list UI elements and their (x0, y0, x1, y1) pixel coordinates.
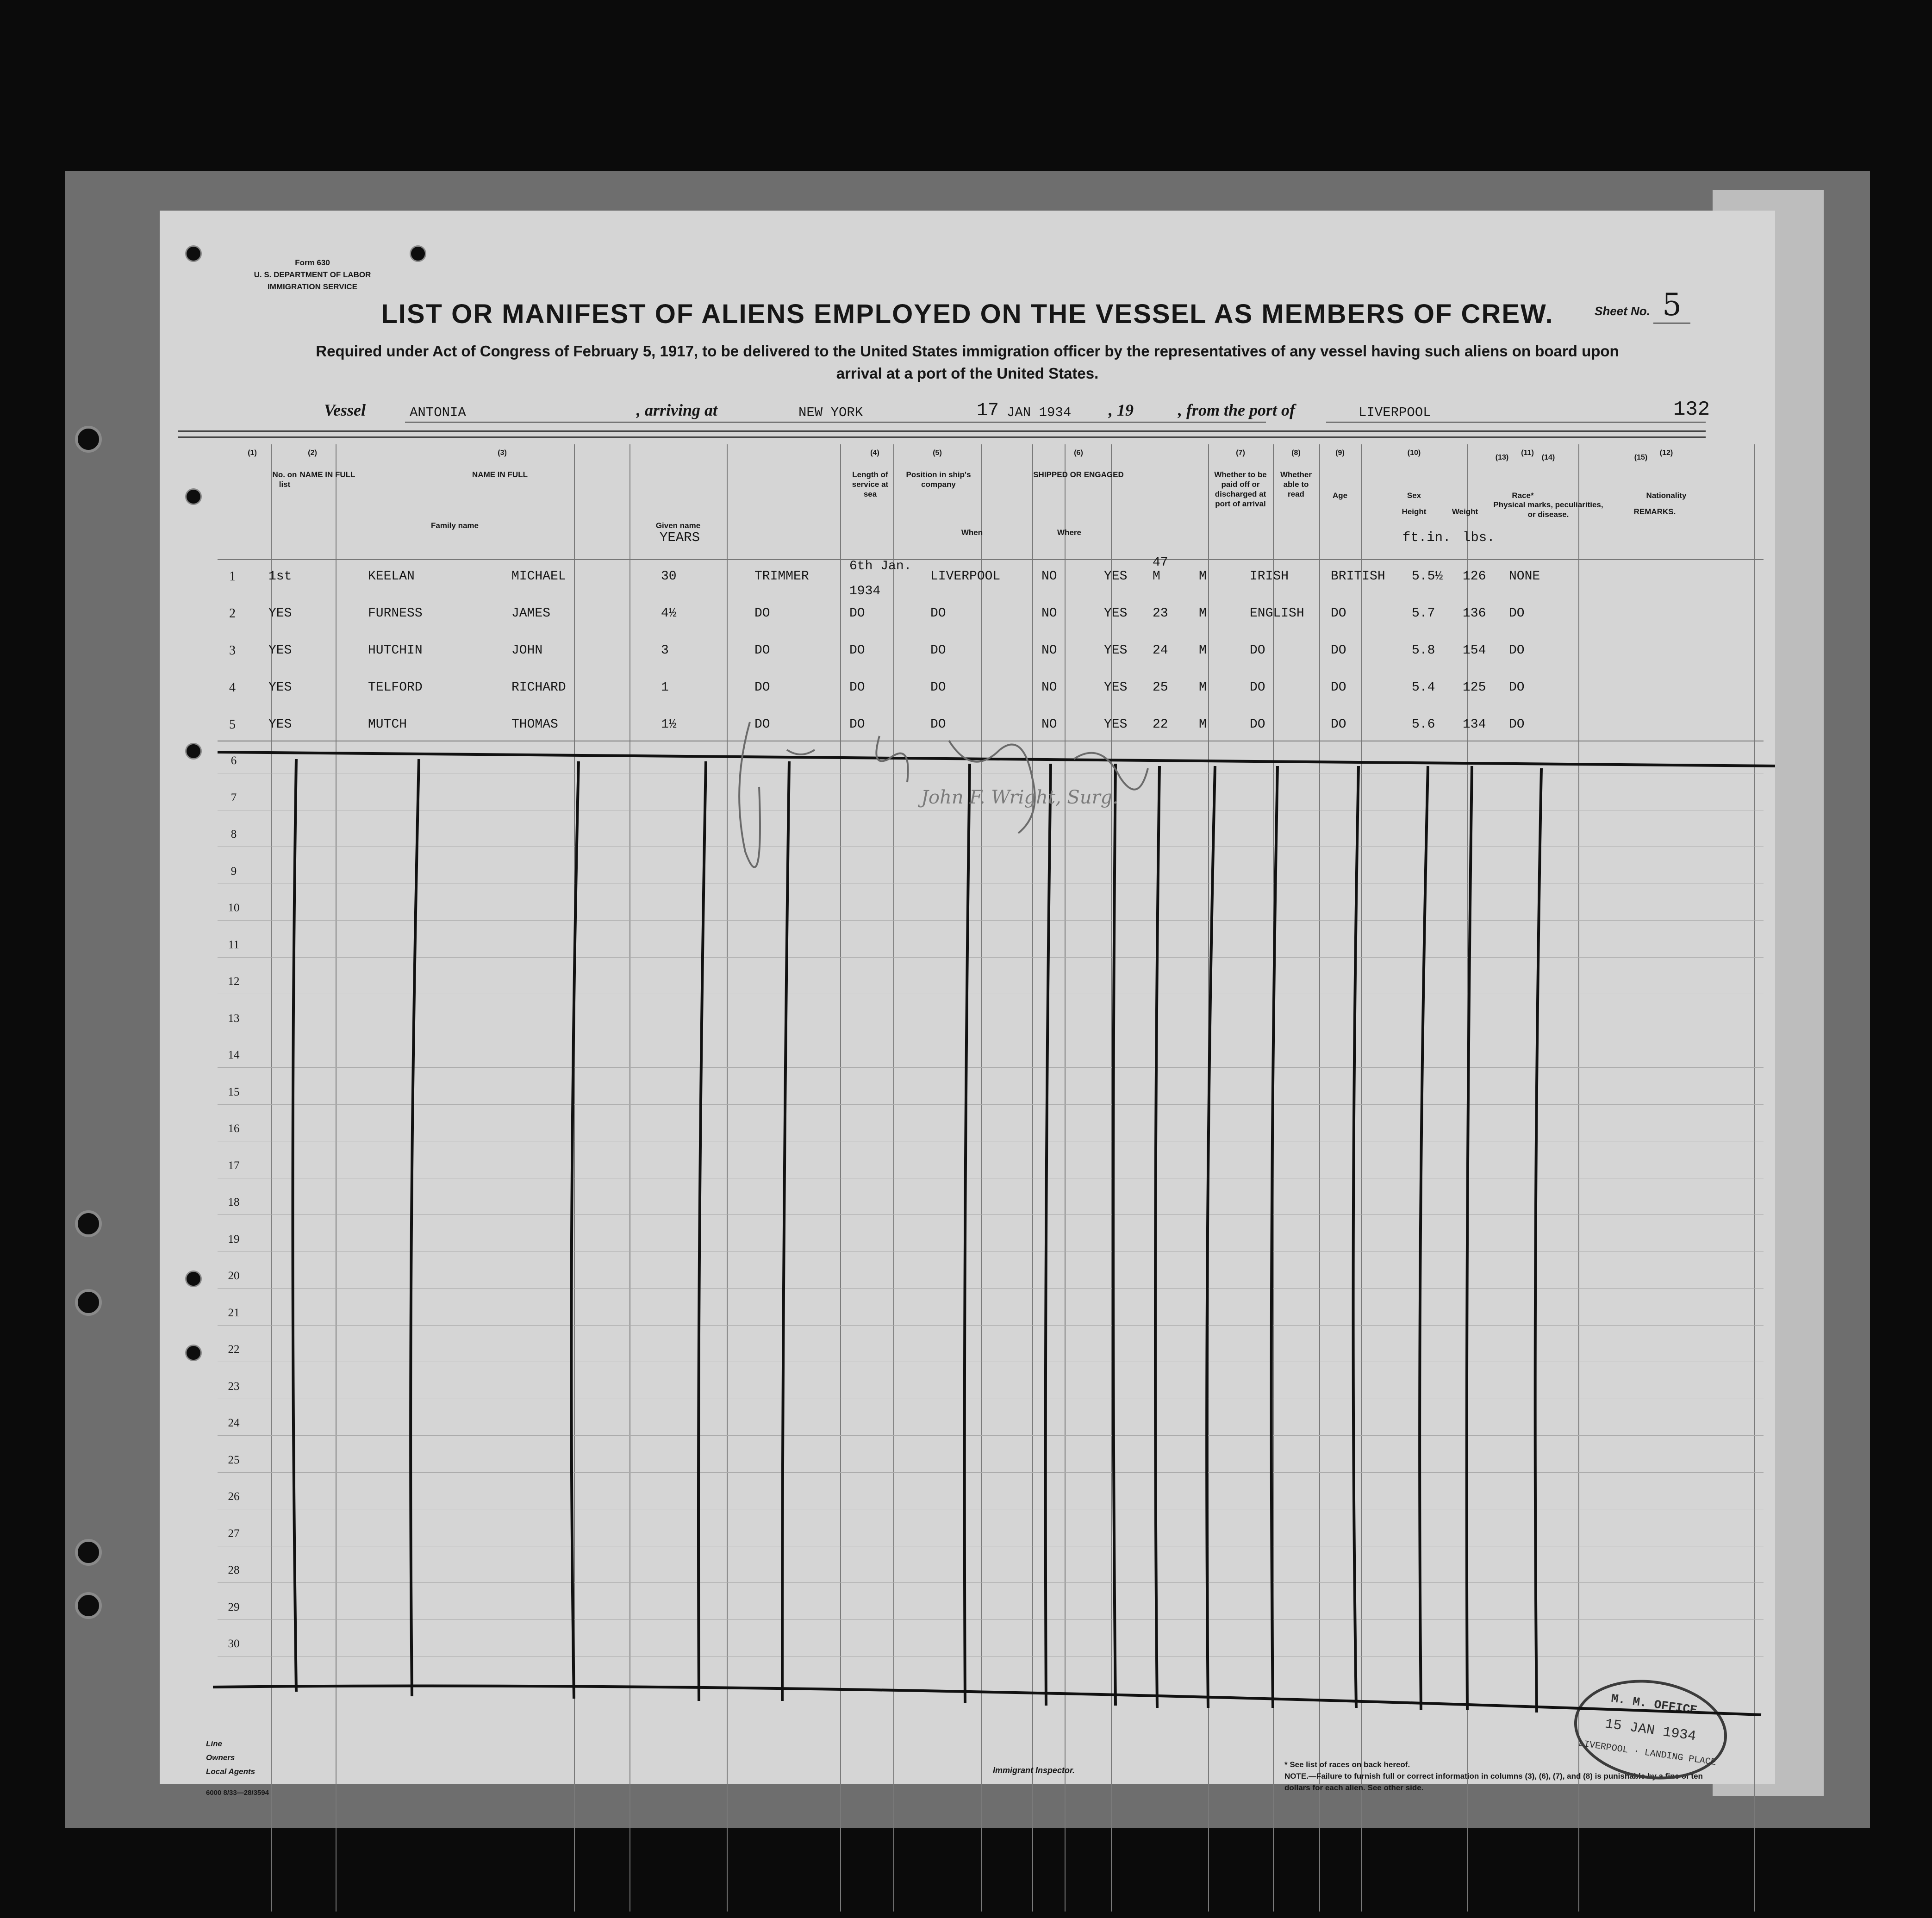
col-header-paid-off: Whether to be paid off or discharged at port of arrival (1214, 470, 1267, 508)
cell-no: 1 (229, 569, 236, 584)
units-height: ft.in. (1402, 530, 1451, 545)
cell-height: 5.7 (1412, 606, 1435, 621)
line-label: Line (206, 1739, 222, 1748)
col-header-nationality: Nationality (1646, 491, 1687, 500)
page-subtitle: Required under Act of Congress of February 5, 1917, to be delivered to the United States immigration officer by the representatives of any vessel having such aliens on board upon arrival at a port of the United States. (316, 342, 1619, 382)
cell-marks: DO (1509, 717, 1525, 732)
cell-read: YES (1104, 569, 1128, 584)
cell-family: HUTCHIN (368, 643, 423, 658)
row-number: 15 (228, 1085, 240, 1098)
row-number: 13 (228, 1012, 240, 1025)
cell-no: 2 (229, 606, 236, 621)
arrival-day: 17 (977, 400, 999, 421)
department-name: U. S. DEPARTMENT OF LABOR (254, 270, 371, 279)
row-number: 21 (228, 1306, 240, 1319)
cell-weight: 136 (1463, 606, 1486, 621)
col-header-age: Age (1332, 491, 1348, 500)
col-header-family-name: Family name (431, 521, 479, 530)
units-weight: lbs. (1463, 530, 1495, 545)
cell-prev: YES (268, 643, 292, 658)
row-number: 17 (228, 1159, 240, 1172)
cell-service: 3 (661, 643, 669, 658)
cell-service: 4½ (661, 606, 677, 621)
row-number: 28 (228, 1564, 240, 1576)
cell-when: DO (849, 606, 865, 621)
cell-where: DO (930, 680, 946, 695)
cell-where: DO (930, 643, 946, 658)
cell-family: FURNESS (368, 606, 423, 621)
cell-age: M (1153, 569, 1160, 584)
cell-position: DO (754, 606, 770, 621)
row-number: 30 (228, 1638, 240, 1650)
cell-read: YES (1104, 643, 1128, 658)
cell-when: DO (849, 643, 865, 658)
cell-paid-off: NO (1041, 643, 1057, 658)
row-number: 9 (231, 865, 237, 878)
cell-paid-off: NO (1041, 680, 1057, 695)
cell-height: 5.6 (1412, 717, 1435, 732)
cell-age: 22 (1153, 717, 1168, 732)
col-header-weight: Weight (1452, 507, 1478, 516)
col-num-6: (6) (1074, 449, 1083, 457)
row-number: 8 (231, 828, 237, 841)
row-number: 25 (228, 1453, 240, 1466)
cell-service: 1 (661, 680, 669, 695)
col-num-7: (7) (1236, 449, 1245, 457)
col-num-1: (1) (248, 449, 257, 457)
cell-height: 5.4 (1412, 680, 1435, 695)
vertical-strike-lines (293, 759, 1542, 1712)
cell-family: TELFORD (368, 680, 423, 695)
cell-when: DO (849, 717, 865, 732)
cell-no: 5 (229, 717, 236, 732)
col-header-no: No. on list (272, 470, 297, 489)
cell-paid-off: NO (1041, 606, 1057, 621)
col-header-physical-marks: Physical marks, peculiarities, or disease. (1493, 500, 1603, 519)
stamp-date: 15 JAN 1934 (1604, 1716, 1697, 1745)
col-header-sex: Sex (1407, 491, 1421, 500)
row-number: 14 (228, 1049, 240, 1061)
cell-position: TRIMMER (754, 569, 809, 584)
cell-nationality: DO (1331, 643, 1346, 658)
col-header-when: When (961, 528, 983, 537)
col-header-given-name: Given name (655, 521, 701, 530)
cell-height: 5.8 (1412, 643, 1435, 658)
page-title: LIST OR MANIFEST OF ALIENS EMPLOYED ON THE VESSEL AS MEMBERS OF CREW. (381, 299, 1554, 329)
col-num-14: (14) (1541, 454, 1555, 461)
cell-when: 6th Jan. (849, 559, 912, 573)
surgeon-signature: John F. Wright, Surg. (921, 787, 1119, 808)
cell-age: 24 (1153, 643, 1168, 658)
cell-service: 30 (661, 569, 677, 584)
arriving-port: NEW YORK (798, 405, 863, 420)
row-number: 27 (228, 1527, 240, 1540)
print-code: 6000 8/33—28/3594 (206, 1789, 269, 1797)
cell-nationality: BRITISH (1331, 569, 1385, 584)
cell-paid-off: NO (1041, 717, 1057, 732)
cell-sex: M (1199, 680, 1207, 695)
row-number: 29 (228, 1600, 240, 1613)
cell-race: IRISH (1250, 569, 1289, 584)
col-header-shipped: SHIPPED OR ENGAGED (1033, 470, 1124, 479)
row-number: 22 (228, 1343, 240, 1356)
col-header-where: Where (1057, 528, 1081, 537)
col-num-11: (11) (1521, 449, 1534, 457)
cell-prev: YES (268, 717, 292, 732)
cell-nationality: DO (1331, 680, 1346, 695)
stamp-office: M. M. OFFICE (1610, 1691, 1698, 1718)
col-header-name-in-full: NAME IN FULL (472, 470, 528, 479)
cell-position: DO (754, 643, 770, 658)
owners-label: Owners (206, 1753, 235, 1762)
col-num-12: (12) (1659, 449, 1673, 457)
arriving-label: , arriving at (636, 401, 718, 419)
cell-position: DO (754, 717, 770, 732)
cell-when-year: 1934 (849, 584, 881, 598)
local-agents-label: Local Agents (206, 1767, 256, 1776)
cell-where: DO (930, 717, 946, 732)
cell-sex: M (1199, 606, 1207, 621)
cell-weight: 125 (1463, 680, 1486, 695)
cell-weight: 134 (1463, 717, 1486, 732)
vessel-name: ANTONIA (410, 405, 466, 420)
cell-read: YES (1104, 606, 1128, 621)
cell-no: 4 (229, 680, 236, 695)
sheet-number-value: 5 (1653, 287, 1690, 324)
col-header-remarks: REMARKS. (1633, 507, 1676, 516)
cell-age: 25 (1153, 680, 1168, 695)
cell-age: 23 (1153, 606, 1168, 621)
col-num-10: (10) (1407, 449, 1421, 457)
col-header-height: Height (1402, 507, 1427, 516)
cell-given: JOHN (511, 643, 543, 658)
cell-prev: YES (268, 680, 292, 695)
col-num-4: (4) (870, 449, 879, 457)
service-name: IMMIGRATION SERVICE (268, 282, 357, 291)
cell-given: MICHAEL (511, 569, 566, 584)
col-num-13: (13) (1495, 454, 1509, 461)
cell-given: RICHARD (511, 680, 566, 695)
row-number: 6 (231, 754, 237, 767)
cell-position: DO (754, 680, 770, 695)
cell-prev: 1st (268, 569, 292, 584)
cell-service: 1½ (661, 717, 677, 732)
row-number: 10 (228, 902, 240, 914)
penalty-note: NOTE.—Failure to furnish full or correct information in columns (3), (6), (7), and (8) is punishable by a fine of ten dollars for each alien. See other side. (1284, 1772, 1703, 1792)
cell-marks: DO (1509, 606, 1525, 621)
col-num-15: (15) (1634, 454, 1648, 461)
year-label: , 19 (1109, 401, 1134, 419)
form-number: Form 630 (295, 258, 330, 267)
col-num-9: (9) (1335, 449, 1345, 457)
row-number: 19 (228, 1233, 240, 1245)
sheet-number-label: Sheet No. (1595, 304, 1650, 318)
arrival-date: JAN 1934 (1007, 405, 1072, 420)
vessel-label: Vessel (324, 401, 366, 419)
cell-where: DO (930, 606, 946, 621)
cell-given: JAMES (511, 606, 551, 621)
cancel-line-bottom (213, 1686, 1761, 1715)
cell-race: ENGLISH (1250, 606, 1304, 621)
cell-age-corrected: 47 (1153, 555, 1168, 570)
row-number: 16 (228, 1122, 240, 1135)
cell-no: 3 (229, 643, 236, 658)
row-number: 24 (228, 1417, 240, 1429)
col-header-read: Whether able to read (1280, 470, 1312, 498)
cell-marks: DO (1509, 643, 1525, 658)
cell-sex: M (1199, 569, 1207, 584)
col-header-length-service: Length of service at sea (852, 470, 889, 498)
cell-marks: NONE (1509, 569, 1540, 584)
row-number: 12 (228, 975, 240, 988)
cell-nationality: DO (1331, 606, 1346, 621)
col-header-race: Race* (1512, 491, 1534, 500)
cell-race: DO (1250, 643, 1265, 658)
page-number: 132 (1673, 398, 1710, 421)
units-years: YEARS (660, 530, 700, 545)
row-number: 23 (228, 1380, 240, 1393)
col-num-2: (2) (308, 449, 317, 457)
races-note: * See list of races on back hereof. (1284, 1760, 1410, 1769)
stamp-place: LIVERPOOL · LANDING PLACE (1577, 1738, 1717, 1769)
cell-where: LIVERPOOL (930, 569, 1001, 584)
cell-family: MUTCH (368, 717, 407, 732)
cell-weight: 126 (1463, 569, 1486, 584)
cell-when: DO (849, 680, 865, 695)
col-num-8: (8) (1291, 449, 1301, 457)
cell-family: KEELAN (368, 569, 415, 584)
immigrant-inspector-label: Immigrant Inspector. (993, 1766, 1075, 1775)
row-number: 11 (228, 938, 240, 951)
col-header-prev-voyage: NAME IN FULL (299, 470, 355, 479)
cell-sex: M (1199, 717, 1207, 732)
row-number: 7 (231, 791, 237, 804)
cell-read: YES (1104, 680, 1128, 695)
cell-nationality: DO (1331, 717, 1346, 732)
cell-read: YES (1104, 717, 1128, 732)
row-number: 18 (228, 1196, 240, 1208)
col-num-5: (5) (933, 449, 942, 457)
cell-prev: YES (268, 606, 292, 621)
row-number: 20 (228, 1270, 240, 1282)
cell-sex: M (1199, 643, 1207, 658)
cell-given: THOMAS (511, 717, 558, 732)
col-num-3: (3) (498, 449, 507, 457)
cell-paid-off: NO (1041, 569, 1057, 584)
cell-weight: 154 (1463, 643, 1486, 658)
col-header-position: Position in ship's company (906, 470, 971, 489)
departure-port: LIVERPOOL (1359, 405, 1431, 420)
from-port-label: , from the port of (1178, 401, 1296, 419)
cell-marks: DO (1509, 680, 1525, 695)
cell-height: 5.5½ (1412, 569, 1443, 584)
cell-race: DO (1250, 717, 1265, 732)
row-number: 26 (228, 1490, 240, 1503)
cell-race: DO (1250, 680, 1265, 695)
